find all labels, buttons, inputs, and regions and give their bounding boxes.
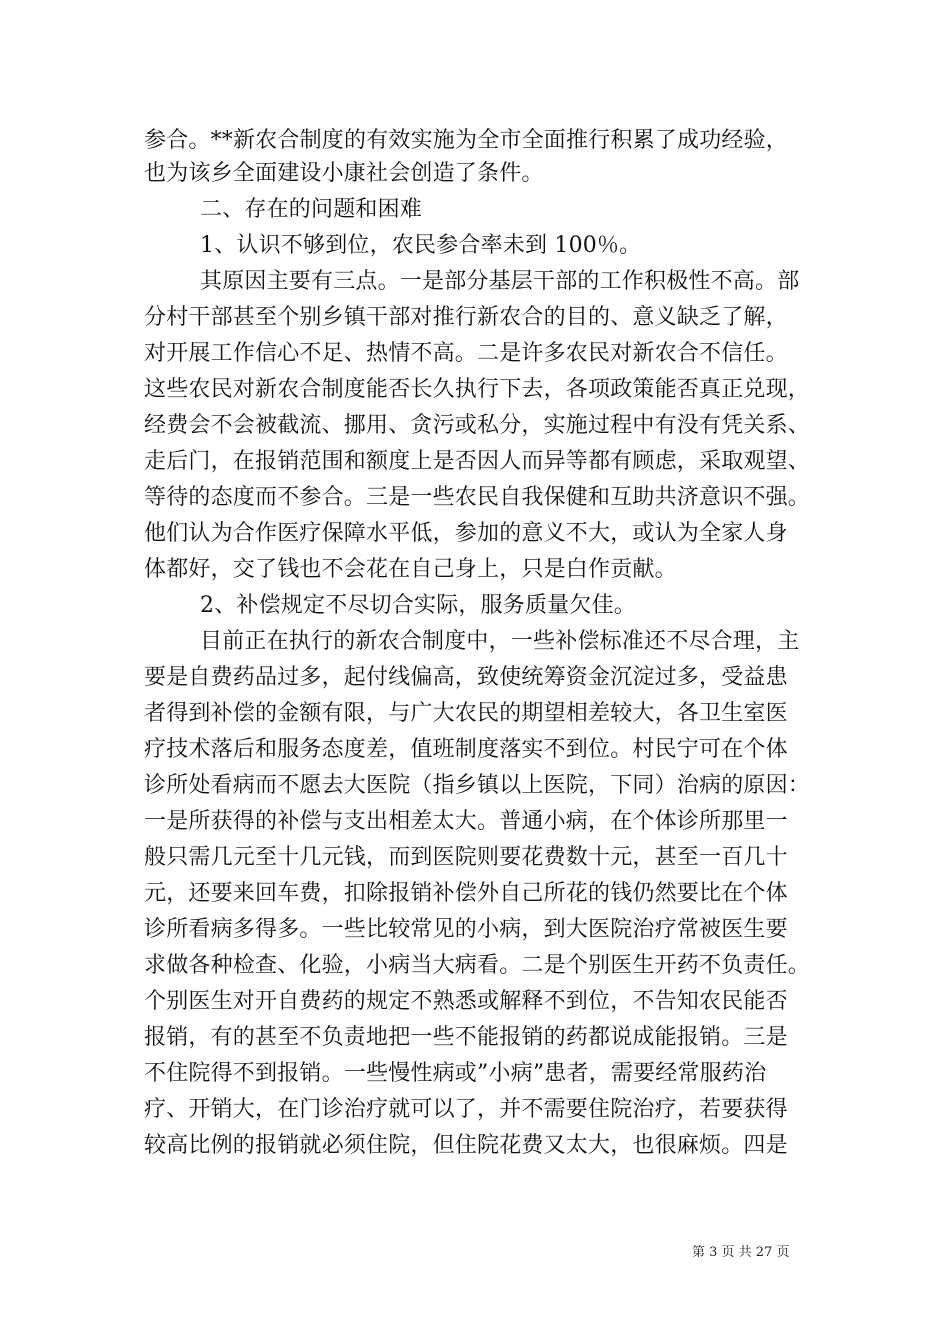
page-number: 第 3 页 共 27 页 [692, 1245, 790, 1260]
text-line: 等待的态度而不参合。三是一些农民自我保健和互助共济意识不强。 [144, 485, 811, 510]
text-line: 也为该乡全面建设小康社会创造了条件。 [144, 161, 544, 186]
text-line: 诊所看病多得多。一些比较常见的小病，到大医院治疗常被医生要 [144, 917, 788, 942]
paragraph-start: 其原因主要有三点。一是部分基层干部的工作积极性不高。部 [200, 269, 800, 294]
text-line: 他们认为合作医疗保障水平低，参加的意义不大，或认为全家人身 [144, 521, 788, 546]
paragraph-start: 目前正在执行的新农合制度中，一些补偿标准还不尽合理，主 [200, 629, 800, 654]
text-line: 求做各种检查、化验，小病当大病看。二是个别医生开药不负责任。 [144, 953, 811, 978]
text-line: 不住院得不到报销。一些慢性病或”小病”患者，需要经常服药治 [144, 1061, 767, 1086]
text-line: 一是所获得的补偿与支出相差太大。普通小病，在个体诊所那里一 [144, 809, 788, 834]
subsection-heading: 2、补偿规定不尽切合实际，服务质量欠佳。 [200, 593, 636, 618]
text-line: 个别医生对开自费药的规定不熟悉或解释不到位，不告知农民能否 [144, 989, 788, 1014]
text-line: 般只需几元至十几元钱，而到医院则要花费数十元，甚至一百几十 [144, 845, 788, 870]
text-line: 经费会不会被截流、挪用、贪污或私分，实施过程中有没有凭关系、 [144, 413, 811, 438]
text-line: 要是自费药品过多，起付线偏高，致使统筹资金沉淀过多，受益患 [144, 665, 788, 690]
text-line: 报销，有的甚至不负责地把一些不能报销的药都说成能报销。三是 [144, 1025, 788, 1050]
text-line: 走后门，在报销范围和额度上是否因人而异等都有顾虑，采取观望、 [144, 449, 811, 474]
text-line: 元，还要来回车费，扣除报销补偿外自己所花的钱仍然要比在个体 [144, 881, 788, 906]
text-line: 诊所处看病而不愿去大医院（指乡镇以上医院，下同）治病的原因： [144, 773, 811, 798]
text-line: 对开展工作信心不足、热情不高。二是许多农民对新农合不信任。 [144, 341, 788, 366]
text-line: 参合。**新农合制度的有效实施为全市全面推行积累了成功经验， [144, 128, 789, 153]
text-line: 分村干部甚至个别乡镇干部对推行新农合的目的、意义缺乏了解， [144, 305, 788, 330]
section-heading: 二、存在的问题和困难 [200, 197, 423, 222]
text-line: 这些农民对新农合制度能否长久执行下去，各项政策能否真正兑现， [144, 377, 811, 402]
text-line: 疗技术落后和服务态度差，值班制度落实不到位。村民宁可在个体 [144, 737, 788, 762]
text-line: 较高比例的报销就必须住院，但住院花费又太大，也很麻烦。四是 [144, 1133, 788, 1158]
text-line: 者得到补偿的金额有限，与广大农民的期望相差较大，各卫生室医 [144, 701, 788, 726]
subsection-heading: 1、认识不够到位，农民参合率未到 100％。 [200, 233, 642, 258]
text-line: 体都好，交了钱也不会花在自己身上，只是白作贡献。 [144, 557, 677, 582]
text-line: 疗、开销大，在门诊治疗就可以了，并不需要住院治疗，若要获得 [144, 1097, 788, 1122]
